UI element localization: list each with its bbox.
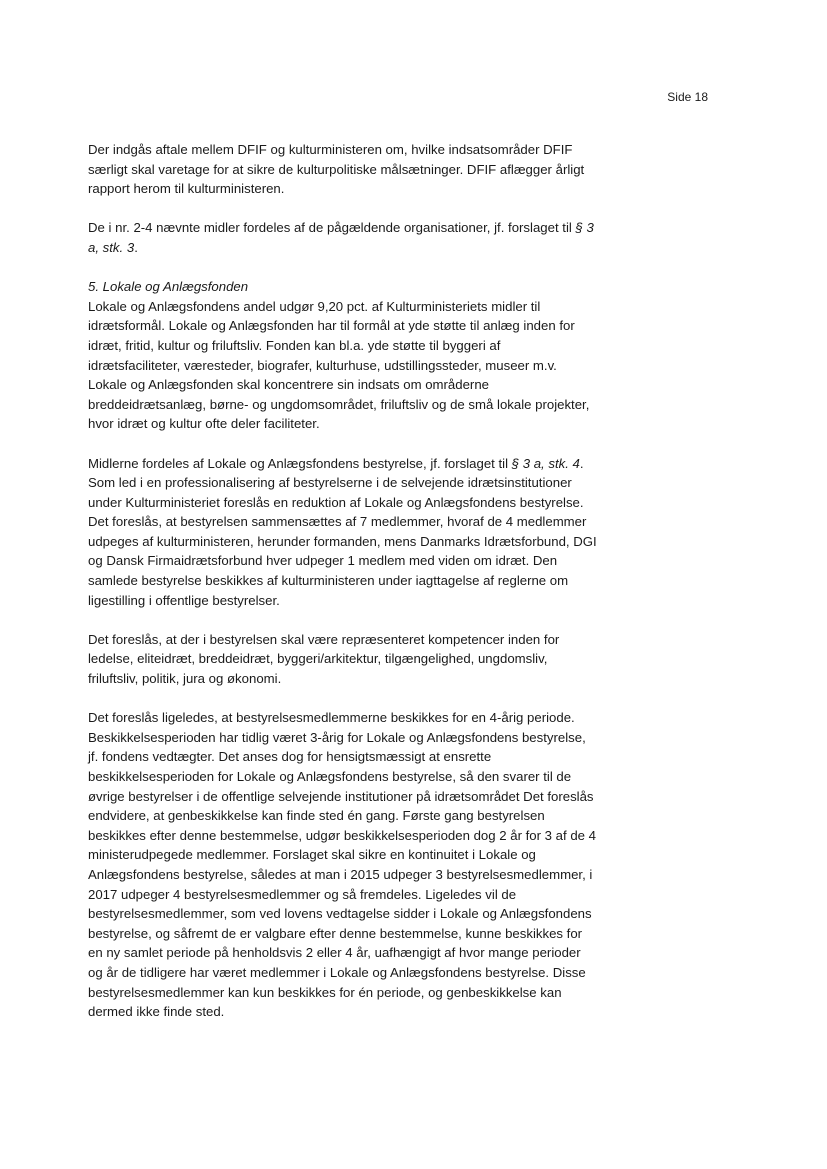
paragraph-board-competences [88,630,636,689]
text-line: endvidere, at genbeskikkelse kan finde sted én gang. Første gang bestyrelsen [88,808,545,824]
text-line: breddeidrætsanlæg, børne- og ungdomsområdet, friluftsliv og de små lokale projekter, [88,396,590,412]
text-line: friluftsliv, politik, jura og økonomi. [88,671,282,687]
text-line: Det foreslås, at der i bestyrelsen skal være repræsenteret kompetencer inden for [88,631,560,647]
text-line: Det foreslås ligeledes, at bestyrelsesmedlemmerne beskikkes for en 4-årig periode. [88,710,575,726]
document-body [88,140,636,1041]
text-line: Lokale og Anlægsfonden skal koncentrere sin indsats om områderne [88,377,489,393]
text-line: rapport herom til kulturministeren. [88,181,285,197]
text-line: beskikkelsesperioden for Lokale og Anlægsfondens bestyrelse, så den svarer til de [88,769,572,784]
text-line: under Kulturministeriet foreslås en reduktion af Lokale og Anlægsfondens bestyrelse. [88,494,584,510]
paragraph-dfif-agreement [88,140,636,199]
text-line: bestyrelsesmedlemmer, som ved lovens vedtagelse sidder i Lokale og Anlægsfondens [88,906,592,922]
text-line: beskikkes efter denne bestemmelse, udgør beskikkelsesperioden dog 2 år for 3 af de 4 [88,827,597,843]
legal-reference: a, stk. 3 [88,239,135,255]
text-line: Lokale og Anlægsfondens andel udgør 9,20 pct. af Kulturministeriets midler til [88,298,541,314]
paragraph-appointment-period [88,708,636,1022]
text-line: øvrige bestyrelser i de offentlige selvejende institutioner på idrætsområdet Det foreslås [88,788,594,804]
text-line: Anlægsfondens bestyrelse, således at man i 2015 udpeger 3 bestyrelsesmedlemmer, i [88,866,593,882]
text-line: ledelse, eliteidræt, breddeidræt, byggeri/arkitektur, tilgængelighed, ungdomsliv, [88,651,548,667]
text-line: bestyrelsesmedlemmer kan kun beskikkes for én periode, og genbeskikkelse kan [88,984,562,1000]
text-line: idrætsformål. Lokale og Anlægsfonden har til formål at yde støtte til anlæg inden for [88,318,575,334]
text-line [88,238,636,258]
paragraph-board-composition [88,454,636,611]
text-line: og år de tidligere har været medlemmer i Lokale og Anlægsfondens bestyrelse. Disse [88,964,586,980]
text-line: bestyrelse, og såfremt de er valgbare efter denne bestemmelse, kunne beskikkes for [88,925,583,941]
text-line: Det foreslås, at bestyrelsen sammensættes af 7 medlemmer, hvoraf de 4 medlemmer [88,514,587,530]
text-segment: . [579,455,584,471]
text-line: hvor idræt og kultur ofte deler faciliteter. [88,416,320,432]
text-line: og Dansk Firmaidrætsforbund hver udpeger 1 medlem med viden om idræt. Den [88,553,558,569]
text-line: Som led i en professionalisering af bestyrelserne i de selvejende idrætsinstitutioner [88,475,572,491]
text-line: en ny samlet periode på henholdsvis 2 eller 4 år, uafhængigt af hvor mange perioder [88,945,581,961]
text-line: idræt, fritid, kultur og friluftsliv. Fonden kan bl.a. yde støtte til byggeri af [88,337,501,353]
text-line: Beskikkelsesperioden har tidlig været 3-årig for Lokale og Anlægsfondens bestyrelse, [88,729,586,745]
text-line: 2017 udpeger 4 bestyrelsesmedlemmer og så fremdeles. Ligeledes vil de [88,886,517,902]
page-number: Side 18 [667,90,708,104]
text-line: Der indgås aftale mellem DFIF og kulturministeren om, hvilke indsatsområder DFIF [88,142,573,157]
legal-reference: § 3 [575,220,594,236]
text-line: dermed ikke finde sted. [88,1004,225,1020]
text-line: udpeges af kulturministeren, herunder formanden, mens Danmarks Idrætsforbund, DGI [88,533,597,549]
section-heading: 5. Lokale og Anlægsfonden [88,279,249,295]
paragraph-fund-purpose [88,297,636,434]
text-line [88,218,636,238]
section-lokale-og-anlaegsfonden [88,277,636,434]
text-line: samlede bestyrelse beskikkes af kulturministeren under iagttagelse af reglerne om [88,573,569,589]
text-line: jf. fondens vedtægter. Det anses dog for hensigtsmæssigt at ensrette [88,749,492,765]
text-line: idrætsfaciliteter, væresteder, biografer, kulturhuse, udstillingssteder, museer m.v. [88,357,557,373]
text-segment: De i nr. 2-4 nævnte midler fordeles af de pågældende organisationer, jf. forslaget til [88,220,576,236]
text-line: ministerudpegede medlemmer. Forslaget skal sikre en kontinuitet i Lokale og [88,847,536,863]
text-line: ligestilling i offentlige bestyrelser. [88,592,280,608]
paragraph-funds-distribution [88,218,636,257]
legal-reference: § 3 a, stk. 4 [511,455,580,471]
text-segment: . [134,239,138,255]
text-line [88,454,636,474]
text-segment: Midlerne fordeles af Lokale og Anlægsfondens bestyrelse, jf. forslaget til [88,455,512,471]
text-line: særligt skal varetage for at sikre de kulturpolitiske målsætninger. DFIF aflægger årligt [88,161,585,177]
